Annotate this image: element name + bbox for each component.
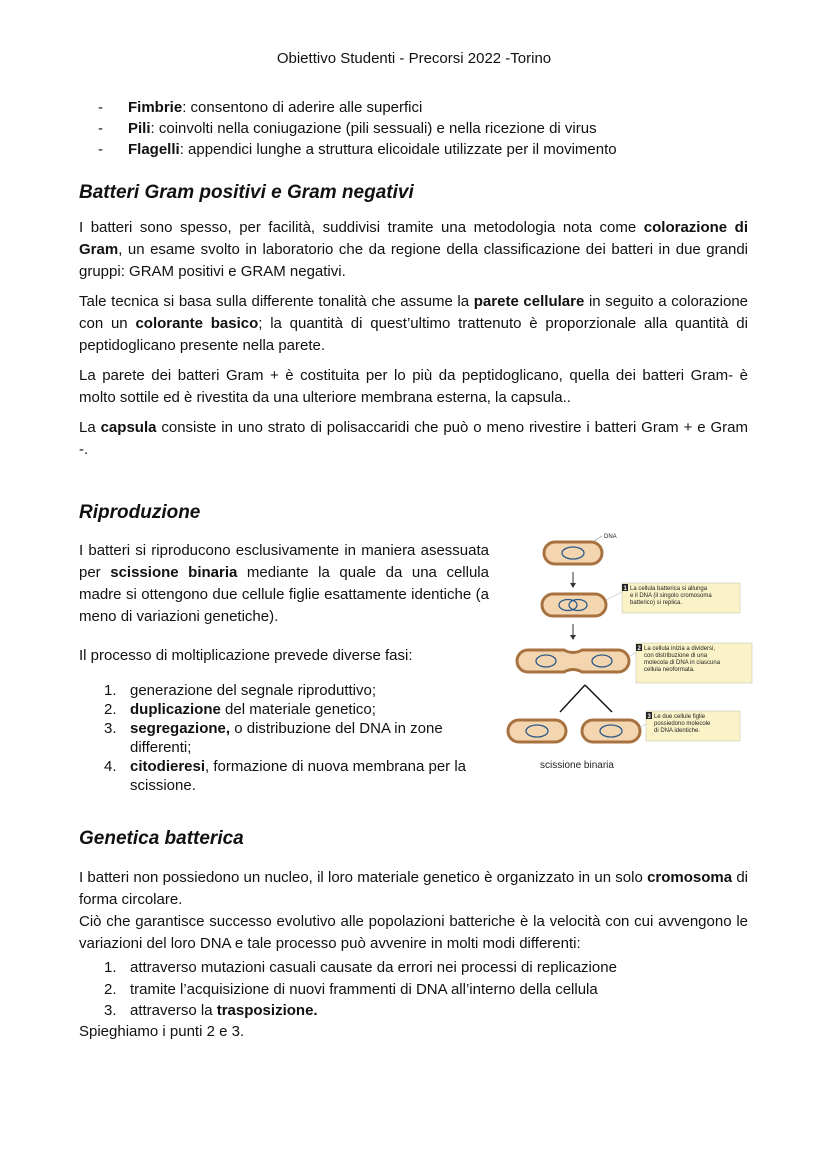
- daughter-cell-right: [582, 720, 640, 742]
- svg-text:molecola di DNA in ciascuna: molecola di DNA in ciascuna: [644, 660, 721, 666]
- arrow-down-icon: [570, 624, 576, 640]
- list-item: 4. citodieresi, formazione di nuova membrana per la scissione.: [104, 758, 467, 794]
- gram-paragraph-2: Tale tecnica si basa sulla differente tonalità che assume la parete cellulare in seguito a colorazione con un colorante basico; la quantità di quest’ultimo trattenuto è proporzionale alla quantità di peptidoglicano presente nella parete.: [79, 293, 749, 354]
- list-item: 2. tramite l’acquisizione di nuovi frammenti di DNA all’interno della cellula: [104, 980, 598, 998]
- page-header: Obiettivo Studenti - Precorsi 2022 -Torino: [276, 50, 552, 67]
- svg-text:di DNA identiche.: di DNA identiche.: [654, 728, 701, 734]
- svg-text:e il DNA (il singolo cromosoma: e il DNA (il singolo cromosoma: [630, 593, 712, 599]
- repro-paragraph-1: I batteri si riproducono esclusivamente in maniera asessuata per scissione binaria mediante la quale da una cellula madre si ottengono due cellule figlie esattamente identiche (a meno di variazioni genetiche).: [79, 542, 489, 625]
- svg-text:con distribuzione di una: con distribuzione di una: [644, 653, 708, 659]
- daughter-cell-left: [508, 720, 566, 742]
- svg-text:possiedono molecole: possiedono molecole: [654, 721, 711, 727]
- figure-caption: scissione binaria: [540, 760, 614, 771]
- genetica-paragraph-1: I batteri non possiedono un nucleo, il loro materiale genetico è organizzato in un solo cromosoma di forma circolare.: [79, 869, 749, 908]
- svg-text:2: 2: [637, 646, 641, 652]
- binary-fission-diagram: [500, 528, 760, 778]
- dna-label: DNA: [604, 534, 617, 540]
- arrow-down-icon: [570, 572, 576, 588]
- list-item: 3. attraverso la trasposizione.: [104, 1002, 318, 1019]
- svg-text:La cellula batterica si allung: La cellula batterica si allunga: [630, 586, 708, 592]
- repro-paragraph-2: Il processo di moltiplicazione prevede diverse fasi:: [79, 647, 413, 664]
- mother-cell: [544, 542, 602, 564]
- svg-text:La cellula inizia a dividersi,: La cellula inizia a dividersi,: [644, 646, 716, 652]
- genetica-list: [104, 957, 764, 1022]
- list-item: - Pili: coinvolti nella coniugazione (pili sessuali) e nella ricezione di virus: [98, 120, 597, 137]
- list-item: - Fimbrie: consentono di aderire alle superfici: [98, 99, 423, 116]
- genetica-paragraph-2: Ciò che garantisce successo evolutivo alle popolazioni batteriche è la velocità con cui avvengono le variazioni del loro DNA e tale processo può avvenire in molti modi differenti:: [79, 913, 748, 952]
- list-item: 3. segregazione, o distribuzione del DNA in zone differenti;: [104, 720, 443, 756]
- term: Flagelli: [128, 141, 180, 158]
- cell-structures-list: [98, 97, 617, 160]
- term: Pili: [128, 120, 151, 137]
- gram-paragraph-3: La parete dei batteri Gram + è costituita per lo più da peptidoglicano, quella dei batteri Gram- è molto sottile ed è rivestita da una ulteriore membrana esterna, la capsula..: [79, 367, 748, 406]
- step-2-callout: [636, 643, 752, 683]
- gram-paragraph-1: I batteri sono spesso, per facilità, suddivisi tramite una metodologia nota come colorazione di Gram, un esame svolto in laboratorio che da regione della classificazione dei batteri in due grandi gruppi: GRAM positivi e GRAM negativi.: [79, 219, 748, 280]
- section-title-gram: Batteri Gram positivi e Gram negativi: [79, 182, 414, 203]
- svg-text:1: 1: [623, 586, 627, 592]
- list-item: 1. attraverso mutazioni casuali causate da errori nei processi di replicazione: [104, 959, 617, 976]
- genetica-closing: Spieghiamo i punti 2 e 3.: [79, 1023, 245, 1040]
- definition: : appendici lunghe a struttura elicoidale utilizzate per il movimento: [179, 141, 617, 158]
- term: Fimbrie: [128, 99, 183, 116]
- definition: : consentono di aderire alle superfici: [182, 99, 423, 116]
- svg-text:cellula neoformata.: cellula neoformata.: [644, 667, 695, 673]
- step-1-callout: [622, 583, 740, 613]
- section-title-riproduzione: Riproduzione: [79, 502, 201, 523]
- repro-steps-list: [104, 681, 490, 795]
- elongating-cell: [542, 594, 606, 616]
- svg-text:Le due cellule figlie: Le due cellule figlie: [654, 714, 706, 720]
- svg-text:3: 3: [647, 714, 651, 720]
- section-title-genetica: Genetica batterica: [79, 828, 244, 849]
- list-item: - Flagelli: appendici lunghe a struttura elicoidale utilizzate per il movimento: [98, 141, 617, 158]
- step-3-callout: [646, 711, 740, 741]
- list-item: 1. generazione del segnale riproduttivo;: [104, 682, 376, 699]
- dividing-cell: [517, 650, 629, 672]
- gram-paragraph-4: La capsula consiste in uno strato di polisaccaridi che può o meno rivestire i batteri Gram + e Gram -.: [79, 419, 748, 458]
- definition: : coinvolti nella coniugazione (pili sessuali) e nella ricezione di virus: [150, 120, 597, 137]
- list-item: 2. duplicazione del materiale genetico;: [104, 701, 376, 718]
- svg-text:batterico) si replica.: batterico) si replica.: [630, 600, 683, 606]
